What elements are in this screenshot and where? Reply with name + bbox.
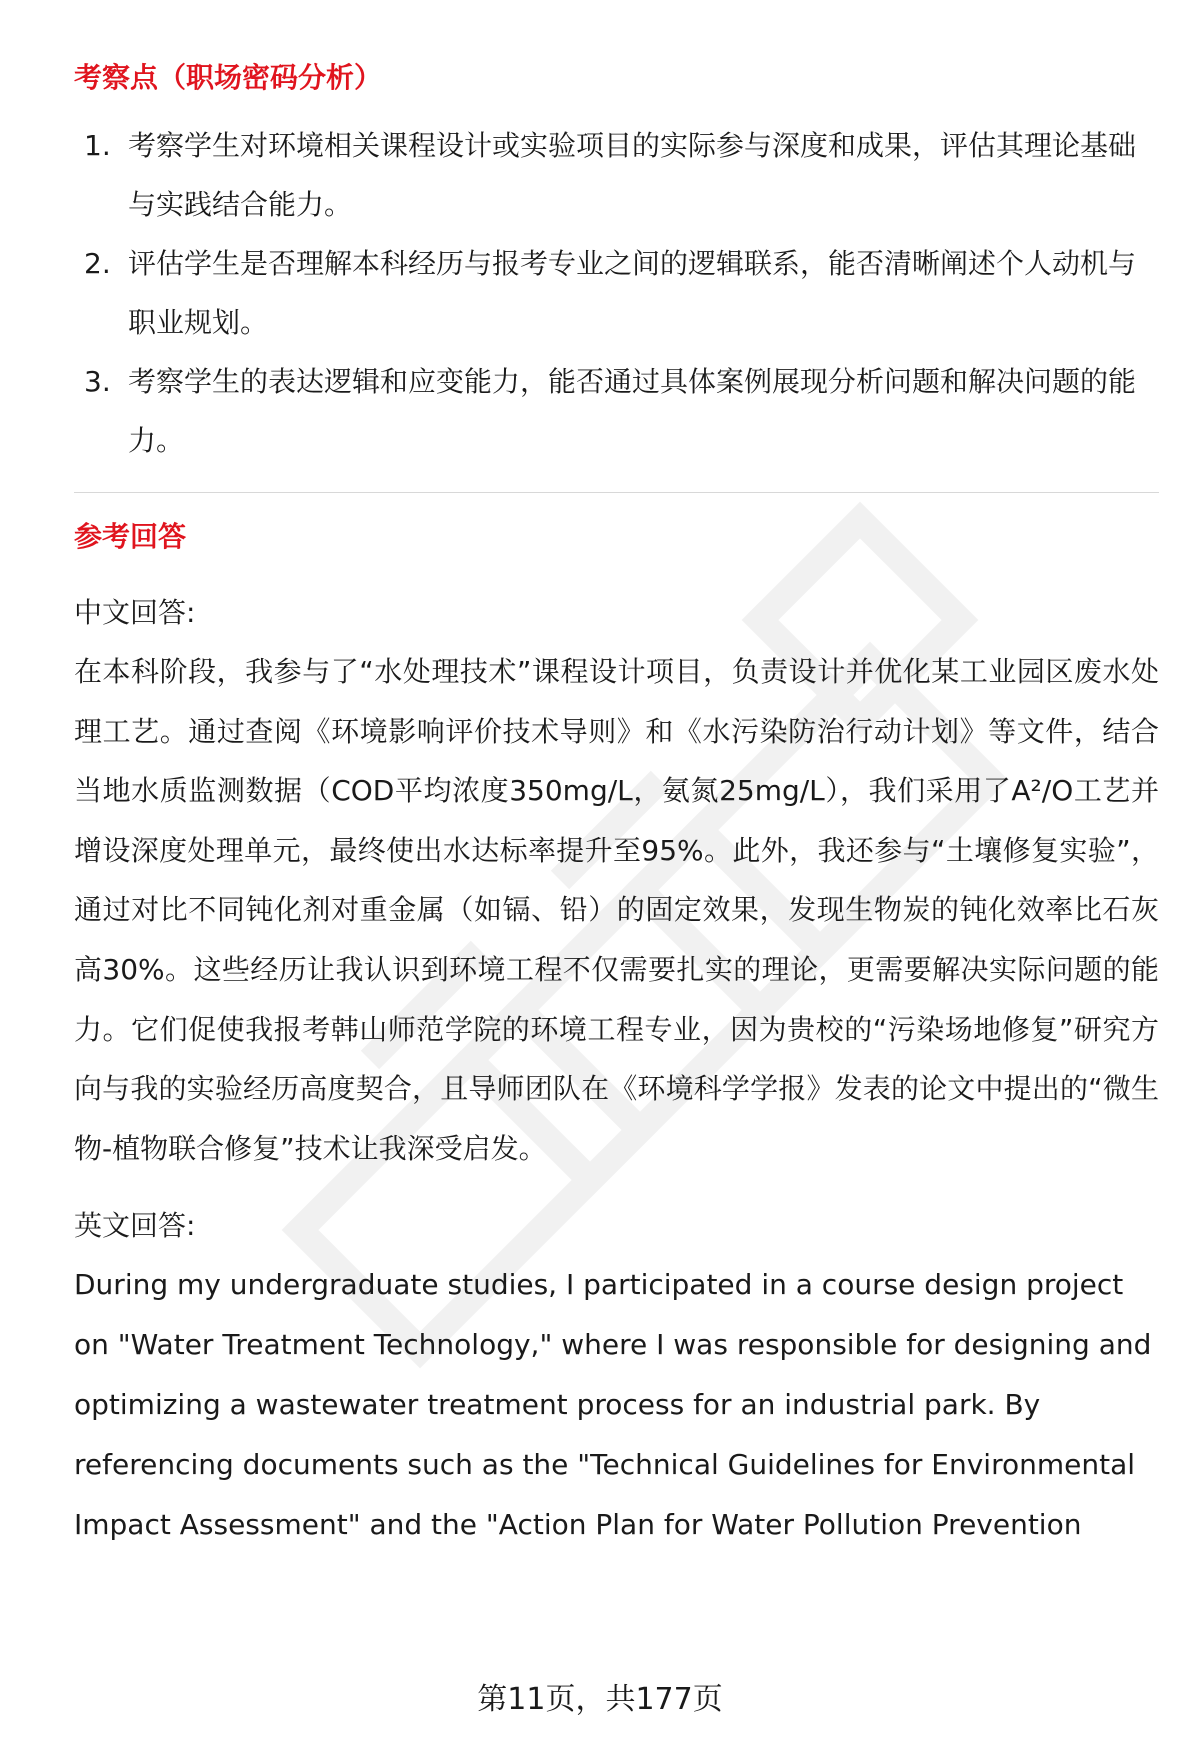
chinese-answer-text: 在本科阶段，我参与了“水处理技术”课程设计项目，负责设计并优化某工业园区废水处理工艺。通过查阅《环境影响评价技术导则》和《水污染防治行动计划》等文件，结合当地水质监测数据（COD平均浓度350mg/L，氨氮25mg/L），我们采用了A²/O工艺并增设深度处理单元，最终使出水达标率提升至95%。此外，我还参与“土壤修复实验”，通过对比不同钝化剂对重金属（如镉、铅）的固定效果，发现生物炭的钝化效率比石灰高30%。这些经历让我认识到环境工程不仅需要扎实的理论，更需要解决实际问题的能力。它们促使我报考韩山师范学院的环境工程专业，因为贵校的“污染场地修复”研究方向与我的实验经历高度契合，且导师团队在《环境科学学报》发表的论文中提出的“微生物-植物联合修复”技术让我深受启发。 <box>74 655 1159 1165</box>
list-item-number: 2. <box>84 247 111 280</box>
list-item-text: 考察学生的表达逻辑和应变能力，能否通过具体案例展现分析问题和解决问题的能力。 <box>128 365 1137 457</box>
chinese-answer-label: 中文回答: <box>74 596 196 629</box>
list-item <box>74 234 1159 352</box>
list-item-text: 评估学生是否理解本科经历与报考专业之间的逻辑联系，能否清晰阐述个人动机与职业规划。 <box>128 247 1137 339</box>
list-item <box>74 352 1159 470</box>
list-item <box>74 116 1159 234</box>
list-item-number: 1. <box>84 129 111 162</box>
english-answer-text: During my undergraduate studies, I participated in a course design project on "Water Treatment Technology," where I was responsible for designing and optimizing a wastewater treatment process for an industrial park. By referencing documents such as the "Technical Guidelines for Environmental Impact Assessment" and the "Action Plan for Water Pollution Prevention <box>74 1268 1152 1541</box>
exam-points-list <box>74 116 1159 470</box>
reference-answer-heading: 参考回答 <box>74 520 187 553</box>
list-item-number: 3. <box>84 365 111 398</box>
section-divider <box>74 492 1159 493</box>
list-item-text: 考察学生对环境相关课程设计或实验项目的实际参与深度和成果，评估其理论基础与实践结合能力。 <box>128 129 1137 221</box>
page-number: 第11页，共177页 <box>477 1682 723 1717</box>
english-answer-label: 英文回答: <box>74 1209 196 1243</box>
exam-points-heading: 考察点（职场密码分析） <box>74 61 383 94</box>
